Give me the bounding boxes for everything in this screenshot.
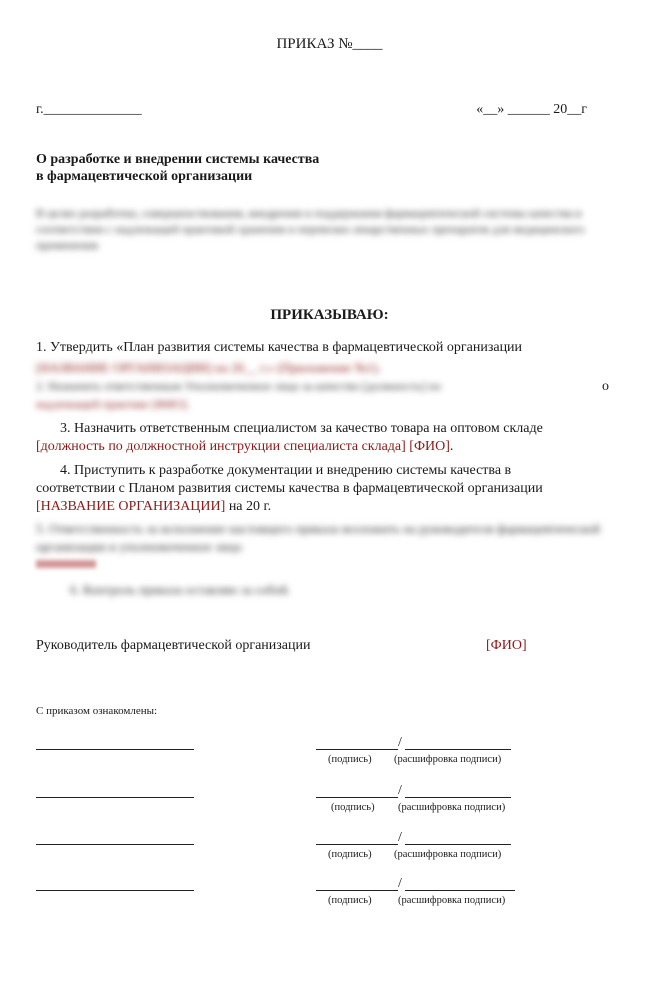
- item-3-period: .: [449, 439, 454, 454]
- item-2-blurred-tail: надлежащей практике [ФИО].: [36, 397, 190, 411]
- item-4: [36, 462, 612, 516]
- item-2-blurred-line: 2. Назначить ответственным Уполномоченное лицо за качество [должность] по: [36, 379, 442, 393]
- item-4-tail: на 20 г.: [225, 499, 272, 514]
- item-3-line-2: [36, 438, 612, 456]
- date-field: «__» ______ 20__г: [476, 102, 587, 117]
- decode-caption: (расшифровка подписи): [394, 849, 502, 860]
- name-line[interactable]: [36, 797, 194, 798]
- item-2-letter: о: [602, 379, 609, 394]
- decode-line[interactable]: [405, 844, 511, 845]
- acknowledged-label: С приказом ознакомлены:: [36, 705, 158, 717]
- head-signature-label: Руководитель фармацевтической организации: [36, 638, 311, 653]
- decode-caption: (расшифровка подписи): [394, 754, 502, 765]
- slash: /: [398, 783, 402, 798]
- subject-line-1: О разработке и внедрении системы качества: [36, 152, 320, 167]
- preamble-blurred: В целях разработки, совершенствования, внедрения и поддержания фармацевтической системы качества в соответствии с надлежащей практикой хранения и перевозки лекарственных препаратов для медицинского применения: [36, 206, 585, 252]
- signature-line[interactable]: [316, 844, 398, 845]
- item-6-blurred: 6. Контроль приказа оставляю за собой.: [70, 582, 291, 597]
- decode-line[interactable]: [405, 749, 511, 750]
- name-line[interactable]: [36, 890, 194, 891]
- orders-heading: ПРИКАЗЫВАЮ:: [270, 307, 389, 323]
- decode-caption: (расшифровка подписи): [398, 895, 506, 906]
- decode-caption: (расшифровка подписи): [398, 802, 506, 813]
- order-subject: [36, 151, 319, 185]
- item-1-blurred-text: [НАЗВАНИЕ ОРГАНИЗАЦИИ] на 20__ г.» (Приложение №1).: [36, 360, 381, 375]
- sign-caption: (подпись): [328, 895, 372, 906]
- item-1-blurred: [36, 360, 612, 376]
- signature-line[interactable]: [316, 749, 398, 750]
- document-title: ПРИКАЗ №____: [276, 36, 383, 52]
- item-4-org: [НАЗВАНИЕ ОРГАНИЗАЦИИ]: [36, 499, 226, 514]
- item-4-line-3: [36, 498, 612, 516]
- slash: /: [398, 876, 402, 891]
- item-5-blurred: 5. Ответственность за исполнение настоящего приказа возложить на руководителя фармацевтической организации и уполномоченное лицо: [36, 521, 601, 554]
- item-3-fio: [ФИО]: [409, 439, 450, 454]
- item-3: [36, 420, 612, 456]
- item-3-role: [должность по должностной инструкции специалиста склада]: [36, 439, 406, 454]
- item-4-line-2: соответствии с Планом развития системы качества в фармацевтической организации: [36, 481, 543, 496]
- name-line[interactable]: [36, 749, 194, 750]
- item-4-line-1: 4. Приступить к разработке документации и внедрению системы качества в: [60, 463, 512, 478]
- decode-line[interactable]: [405, 890, 515, 891]
- sign-caption: (подпись): [328, 754, 372, 765]
- item-1: 1. Утвердить «План развития системы качества в фармацевтической организации: [36, 340, 523, 355]
- signature-line[interactable]: [316, 797, 398, 798]
- slash: /: [398, 735, 402, 750]
- sign-caption: (подпись): [331, 802, 375, 813]
- signature-line[interactable]: [316, 890, 398, 891]
- sign-caption: (подпись): [328, 849, 372, 860]
- subject-line-2: в фармацевтической организации: [36, 169, 253, 184]
- slash: /: [398, 830, 402, 845]
- head-fio: [ФИО]: [486, 638, 527, 653]
- decode-line[interactable]: [405, 797, 511, 798]
- name-line[interactable]: [36, 844, 194, 845]
- item-5-red-mark: [36, 560, 96, 568]
- item-3-line-1: 3. Назначить ответственным специалистом за качество товара на оптовом складе: [60, 421, 543, 436]
- city-field: г.______________: [36, 102, 142, 117]
